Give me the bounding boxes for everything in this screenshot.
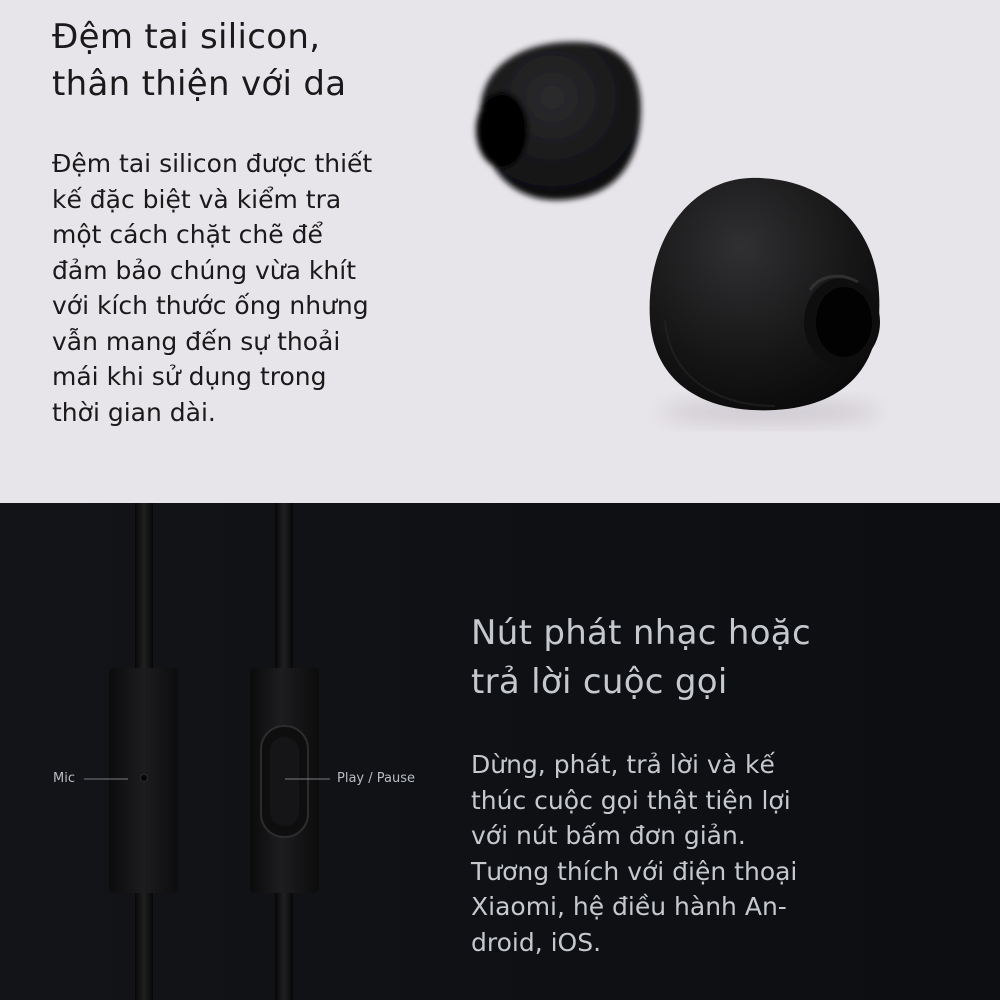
inline-remote-image <box>0 503 460 1000</box>
play-pause-remote-icon <box>250 503 319 1000</box>
mic-label: Mic <box>53 771 75 786</box>
mic-remote-icon <box>109 503 178 1000</box>
eartip-description: Đệm tai silicon được thiết kế đặc biệt và kiểm tra một cách chặt chẽ để đảm bảo chúng vừa khít với kích thước ống nhưng vẫn mang đến sự thoải mái khi sử dụng trong thời gian dài. <box>52 149 373 427</box>
play-pause-label: Play / Pause <box>337 771 415 786</box>
remote-feature-section <box>0 503 1000 1000</box>
eartip-title: Đệm tai silicon, thân thiện với da <box>52 17 347 104</box>
remote-description: Dừng, phát, trả lời và kế thúc cuộc gọi thật tiện lợi với nút bấm đơn giản. Tương thích với điện thoại Xiaomi, hệ điều hành An- droid, iOS. <box>471 750 798 957</box>
eartip-large-icon <box>650 178 880 410</box>
eartip-small-icon <box>476 42 641 200</box>
remote-title: Nút phát nhạc hoặc trả lời cuộc gọi <box>471 613 811 702</box>
silicone-eartips-image <box>440 20 920 440</box>
